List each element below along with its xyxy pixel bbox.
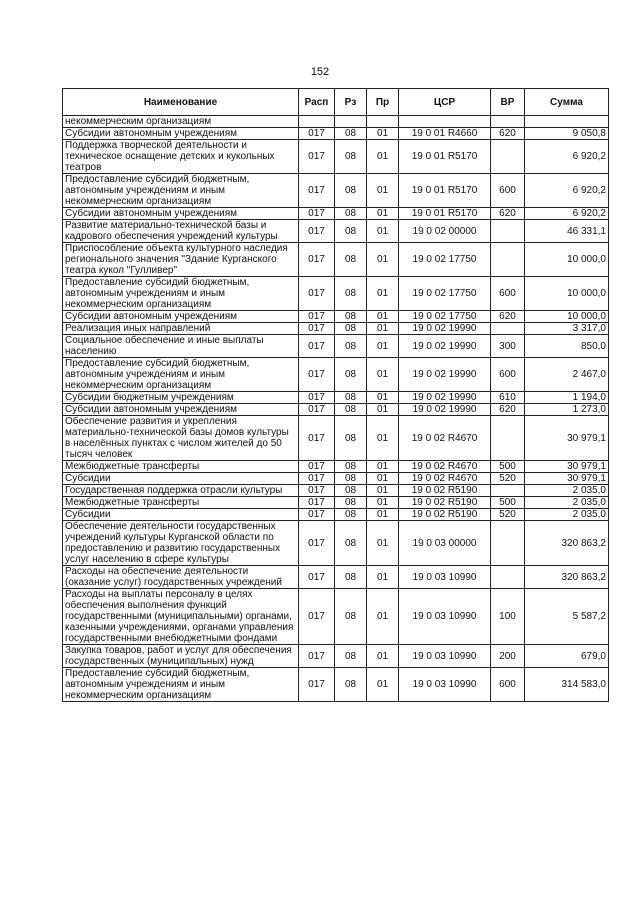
cell-rz: 08 (335, 404, 367, 416)
table-row (63, 140, 609, 174)
table-row (63, 243, 609, 277)
cell-sum: 30 979,1 (525, 461, 609, 473)
cell-rz: 08 (335, 416, 367, 461)
cell-vr (491, 323, 525, 335)
cell-rz: 08 (335, 645, 367, 668)
cell-pr: 01 (367, 392, 399, 404)
table-row (63, 497, 609, 509)
cell-csr: 19 0 02 19990 (399, 323, 491, 335)
cell-sum: 10 000,0 (525, 243, 609, 277)
cell-name: Межбюджетные трансферты (63, 461, 299, 473)
cell-csr: 19 0 03 00000 (399, 521, 491, 566)
cell-sum: 320 863,2 (525, 566, 609, 589)
cell-csr: 19 0 02 R5190 (399, 485, 491, 497)
cell-name: Субсидии автономным учреждениям (63, 311, 299, 323)
cell-rz: 08 (335, 140, 367, 174)
cell-csr: 19 0 02 19990 (399, 392, 491, 404)
cell-pr: 01 (367, 645, 399, 668)
cell-csr: 19 0 02 17750 (399, 311, 491, 323)
cell-csr: 19 0 03 10990 (399, 668, 491, 702)
cell-rz: 08 (335, 323, 367, 335)
cell-sum: 850,0 (525, 335, 609, 358)
cell-pr: 01 (367, 461, 399, 473)
cell-pr: 01 (367, 277, 399, 311)
cell-sum: 2 035,0 (525, 509, 609, 521)
cell-rz: 08 (335, 277, 367, 311)
cell-sum: 30 979,1 (525, 416, 609, 461)
cell-pr: 01 (367, 358, 399, 392)
budget-table (62, 88, 609, 702)
cell-csr: 19 0 02 00000 (399, 220, 491, 243)
cell-pr: 01 (367, 174, 399, 208)
cell-name: Реализация иных направлений (63, 323, 299, 335)
cell-vr: 600 (491, 358, 525, 392)
cell-sum: 6 920,2 (525, 174, 609, 208)
cell-name: Субсидии (63, 509, 299, 521)
cell-sum: 10 000,0 (525, 277, 609, 311)
cell-sum: 2 035,0 (525, 485, 609, 497)
cell-name: Обеспечение развития и укрепления материально-технической базы домов культуры в населённых пунктах с числом жителей до 50 тысяч человек (63, 416, 299, 461)
cell-vr: 100 (491, 589, 525, 645)
cell-sum: 10 000,0 (525, 311, 609, 323)
header-name: Наименование (63, 89, 299, 116)
table-row (63, 311, 609, 323)
cell-sum: 5 587,2 (525, 589, 609, 645)
cell-name: Межбюджетные трансферты (63, 497, 299, 509)
cell-pr: 01 (367, 335, 399, 358)
cell-sum: 46 331,1 (525, 220, 609, 243)
cell-rz: 08 (335, 497, 367, 509)
cell-rz: 08 (335, 509, 367, 521)
table-row (63, 473, 609, 485)
cell-name: Субсидии автономным учреждениям (63, 128, 299, 140)
cell-rasp: 017 (299, 473, 335, 485)
cell-sum: 3 317,0 (525, 323, 609, 335)
cell-csr: 19 0 02 19990 (399, 358, 491, 392)
cell-sum: 1 194,0 (525, 392, 609, 404)
cell-sum: 314 583,0 (525, 668, 609, 702)
cell-rasp: 017 (299, 521, 335, 566)
header-rz: Рз (335, 89, 367, 116)
cell-name: Расходы на выплаты персоналу в целях обеспечения выполнения функций государственными (муниципальными) органами, казенными учреждениями, органами управления государственными внебюджетными фондами (63, 589, 299, 645)
cell-csr: 19 0 03 10990 (399, 645, 491, 668)
cell-csr: 19 0 02 R5190 (399, 497, 491, 509)
cell-rasp: 017 (299, 497, 335, 509)
cell-name: Предоставление субсидий бюджетным, автономным учреждениям и иным некоммерческим организациям (63, 174, 299, 208)
cell-rz: 08 (335, 335, 367, 358)
cell-name: Предоставление субсидий бюджетным, автономным учреждениям и иным некоммерческим организациям (63, 668, 299, 702)
cell-rz: 08 (335, 521, 367, 566)
cell-vr: 520 (491, 473, 525, 485)
cell-name: Государственная поддержка отрасли культуры (63, 485, 299, 497)
cell-rasp: 017 (299, 645, 335, 668)
cell-pr: 01 (367, 128, 399, 140)
cell-vr: 600 (491, 277, 525, 311)
cell-rasp: 017 (299, 208, 335, 220)
cell-vr (491, 485, 525, 497)
cell-sum: 2 467,0 (525, 358, 609, 392)
table-row (63, 645, 609, 668)
table-row (63, 116, 609, 128)
cell-csr: 19 0 03 10990 (399, 566, 491, 589)
cell-pr: 01 (367, 521, 399, 566)
cell-sum: 2 035,0 (525, 497, 609, 509)
cell-rz: 08 (335, 461, 367, 473)
cell-vr (491, 140, 525, 174)
cell-rz: 08 (335, 174, 367, 208)
cell-pr: 01 (367, 140, 399, 174)
cell-vr (491, 116, 525, 128)
cell-pr: 01 (367, 509, 399, 521)
cell-vr: 500 (491, 461, 525, 473)
cell-name: Поддержка творческой деятельности и техническое оснащение детских и кукольных театров (63, 140, 299, 174)
cell-pr: 01 (367, 497, 399, 509)
cell-pr: 01 (367, 323, 399, 335)
cell-rz: 08 (335, 485, 367, 497)
cell-pr (367, 116, 399, 128)
cell-vr: 300 (491, 335, 525, 358)
cell-sum: 320 863,2 (525, 521, 609, 566)
cell-rz: 08 (335, 208, 367, 220)
table-row (63, 509, 609, 521)
cell-sum: 6 920,2 (525, 140, 609, 174)
table-row (63, 589, 609, 645)
cell-name: Предоставление субсидий бюджетным, автономным учреждениям и иным некоммерческим организациям (63, 277, 299, 311)
cell-rz: 08 (335, 473, 367, 485)
cell-rasp: 017 (299, 358, 335, 392)
cell-csr: 19 0 02 R4670 (399, 473, 491, 485)
cell-vr (491, 416, 525, 461)
cell-rz: 08 (335, 589, 367, 645)
cell-rz: 08 (335, 220, 367, 243)
cell-rasp: 017 (299, 140, 335, 174)
cell-pr: 01 (367, 220, 399, 243)
cell-name: Закупка товаров, работ и услуг для обеспечения государственных (муниципальных) нужд (63, 645, 299, 668)
cell-csr (399, 116, 491, 128)
cell-vr: 500 (491, 497, 525, 509)
cell-name: Субсидии автономным учреждениям (63, 404, 299, 416)
cell-name: Субсидии бюджетным учреждениям (63, 392, 299, 404)
cell-rasp: 017 (299, 220, 335, 243)
table-row (63, 521, 609, 566)
cell-name: Субсидии автономным учреждениям (63, 208, 299, 220)
cell-name: Приспособление объекта культурного наследия регионального значения "Здание Курганского театра кукол "Гулливер" (63, 243, 299, 277)
cell-sum: 6 920,2 (525, 208, 609, 220)
cell-rz: 08 (335, 128, 367, 140)
cell-rasp: 017 (299, 509, 335, 521)
cell-vr (491, 220, 525, 243)
cell-rasp: 017 (299, 174, 335, 208)
cell-vr: 620 (491, 208, 525, 220)
header-sum: Сумма (525, 89, 609, 116)
cell-sum: 1 273,0 (525, 404, 609, 416)
cell-csr: 19 0 01 R5170 (399, 140, 491, 174)
cell-pr: 01 (367, 589, 399, 645)
cell-rasp: 017 (299, 277, 335, 311)
cell-csr: 19 0 02 17750 (399, 277, 491, 311)
table-row (63, 220, 609, 243)
header-rasp: Расп (299, 89, 335, 116)
cell-rasp (299, 116, 335, 128)
header-pr: Пр (367, 89, 399, 116)
cell-rasp: 017 (299, 566, 335, 589)
table-row (63, 566, 609, 589)
cell-vr (491, 566, 525, 589)
cell-name: Расходы на обеспечение деятельности (оказание услуг) государственных учреждений (63, 566, 299, 589)
cell-pr: 01 (367, 485, 399, 497)
cell-rasp: 017 (299, 335, 335, 358)
cell-rasp: 017 (299, 485, 335, 497)
cell-pr: 01 (367, 473, 399, 485)
cell-name: Предоставление субсидий бюджетным, автономным учреждениям и иным некоммерческим организациям (63, 358, 299, 392)
cell-rasp: 017 (299, 392, 335, 404)
cell-csr: 19 0 02 R4670 (399, 416, 491, 461)
page-number: 152 (310, 66, 330, 78)
cell-vr (491, 243, 525, 277)
cell-vr: 620 (491, 128, 525, 140)
cell-vr: 600 (491, 174, 525, 208)
cell-csr: 19 0 02 19990 (399, 335, 491, 358)
cell-sum: 30 979,1 (525, 473, 609, 485)
cell-vr: 600 (491, 668, 525, 702)
cell-name: Субсидии (63, 473, 299, 485)
cell-csr: 19 0 01 R5170 (399, 208, 491, 220)
table-row (63, 416, 609, 461)
cell-name: Социальное обеспечение и иные выплаты населению (63, 335, 299, 358)
header-vr: ВР (491, 89, 525, 116)
cell-rasp: 017 (299, 128, 335, 140)
table-row (63, 335, 609, 358)
cell-pr: 01 (367, 311, 399, 323)
table-row (63, 404, 609, 416)
table-header-row (63, 89, 609, 116)
cell-rasp: 017 (299, 416, 335, 461)
cell-pr: 01 (367, 404, 399, 416)
table-row (63, 208, 609, 220)
cell-name: Обеспечение деятельности государственных учреждений культуры Курганской области по предоставлению и развитию государственных услуг населению в сфере культуры (63, 521, 299, 566)
table-row (63, 392, 609, 404)
table-row (63, 323, 609, 335)
cell-rz: 08 (335, 392, 367, 404)
cell-name: некоммерческим организациям (63, 116, 299, 128)
cell-csr: 19 0 02 19990 (399, 404, 491, 416)
cell-pr: 01 (367, 208, 399, 220)
table-body (63, 116, 609, 702)
cell-vr: 620 (491, 404, 525, 416)
table-row (63, 461, 609, 473)
cell-rz: 08 (335, 243, 367, 277)
cell-sum: 9 050,8 (525, 128, 609, 140)
table-row (63, 358, 609, 392)
cell-rasp: 017 (299, 589, 335, 645)
cell-rasp: 017 (299, 404, 335, 416)
cell-vr (491, 521, 525, 566)
cell-pr: 01 (367, 243, 399, 277)
header-csr: ЦСР (399, 89, 491, 116)
cell-vr: 520 (491, 509, 525, 521)
cell-csr: 19 0 02 R4670 (399, 461, 491, 473)
cell-csr: 19 0 03 10990 (399, 589, 491, 645)
cell-csr: 19 0 02 17750 (399, 243, 491, 277)
table-row (63, 174, 609, 208)
cell-rz (335, 116, 367, 128)
cell-vr: 200 (491, 645, 525, 668)
cell-pr: 01 (367, 566, 399, 589)
cell-rasp: 017 (299, 323, 335, 335)
cell-name: Развитие материально-технической базы и кадрового обеспечения учреждений культуры (63, 220, 299, 243)
cell-rz: 08 (335, 566, 367, 589)
cell-rasp: 017 (299, 461, 335, 473)
cell-rasp: 017 (299, 668, 335, 702)
table-row (63, 668, 609, 702)
cell-pr: 01 (367, 668, 399, 702)
cell-rz: 08 (335, 311, 367, 323)
table-row (63, 128, 609, 140)
cell-csr: 19 0 01 R4660 (399, 128, 491, 140)
cell-sum: 679,0 (525, 645, 609, 668)
cell-rz: 08 (335, 668, 367, 702)
cell-vr: 610 (491, 392, 525, 404)
cell-csr: 19 0 01 R5170 (399, 174, 491, 208)
cell-rz: 08 (335, 358, 367, 392)
cell-rasp: 017 (299, 243, 335, 277)
cell-sum (525, 116, 609, 128)
cell-csr: 19 0 02 R5190 (399, 509, 491, 521)
cell-rasp: 017 (299, 311, 335, 323)
cell-pr: 01 (367, 416, 399, 461)
table-row (63, 485, 609, 497)
cell-vr: 620 (491, 311, 525, 323)
table-row (63, 277, 609, 311)
